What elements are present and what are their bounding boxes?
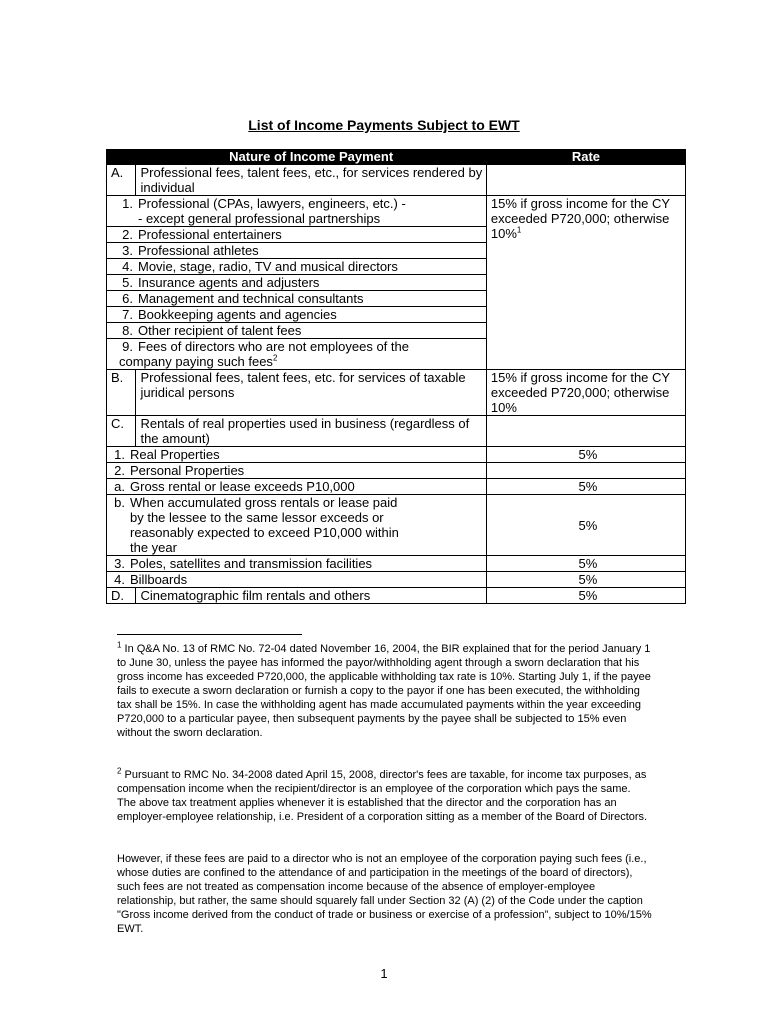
list-item-continued: company paying such fees$^2$	[119, 353, 278, 369]
table-row	[107, 370, 686, 416]
header-blank	[107, 150, 136, 165]
footnote-2-continued: However, if these fees are paid to a director who is not an employee of the corporation paying such fees (i.e., whose duties are confined to the attendance of and participation in the meetings of the board of directors), such fees are not treated as compensation income because of the absence of employer-employee relationship, but rather, the same should squarely fall under Section 32 (A) (2) of the Code under the caption "Gross income derived from the conduct of trade or business or exercise of a profession”, subject to 10%/15% EWT.	[117, 853, 652, 935]
row-a-items	[107, 196, 487, 370]
row-a-text: Professional fees, talent fees, etc., for services rendered by individual	[136, 165, 486, 196]
list-item: 9. Fees of directors who are not employees of the	[107, 338, 486, 354]
row-b-rate: 15% if gross income for the CY exceeded P720,000; otherwise 10%	[486, 370, 685, 416]
table-row	[107, 165, 686, 196]
row-a-rate: 15% if gross income for the CY exceeded P720,000; otherwise 10%$^1$	[486, 196, 685, 370]
list-item: 4. Movie, stage, radio, TV and musical directors	[107, 258, 486, 274]
list-item: 1. Professional (CPAs, lawyers, engineers, etc.) -	[122, 196, 406, 211]
row-c4-rate: 5%	[486, 572, 685, 588]
page-number: 1	[380, 966, 388, 981]
row-c1: 1. Real Properties	[107, 447, 487, 463]
row-c2a: a. Gross rental or lease exceeds P10,000	[107, 479, 487, 495]
row-d-text: Cinematographic film rentals and others	[136, 588, 486, 604]
header-nature: Nature of Income Payment	[136, 150, 486, 165]
row-c2b-rate: 5%	[486, 495, 685, 556]
footnote-separator	[117, 634, 302, 635]
table-row	[107, 588, 686, 604]
table-row	[107, 556, 686, 572]
table-row	[107, 572, 686, 588]
table-header-row	[107, 150, 686, 165]
footnote-ref-1: 1	[516, 225, 522, 235]
footnote-2: $^2$ Pursuant to RMC No. 34-2008 dated April 15, 2008, director's fees are taxable, for income tax purposes, as compensation income when the recipient/director is an employee of the corporation which pays the same. The above tax treatment applies whenever it is established that the director and the corporation has an employer-employee relationship, i.e. President of a corporation sitting as a member of the Board of Directors.	[117, 766, 648, 823]
footnote-mark-2: 2	[117, 766, 122, 776]
table-row	[107, 447, 686, 463]
row-c3-rate: 5%	[486, 556, 685, 572]
footnote-1: $^1$ In Q&A No. 13 of RMC No. 72-04 dated November 16, 2004, the BIR explained that for the period January 1 to June 30, unless the payee has informed the payor/withholding agent through a sworn declaration that his gross income has exceeded P720,000, the applicable withholding tax rate is 10%. Starting July 1, if the payee fails to execute a sworn declaration or furnish a copy to the payor if one has been executed, the withholding tax shall be 15%. In case the withholding agent has made accumulated payments within the year exceeding P720,000 to a particular payee, then subsequent payments by the payee shall be subjected to 15% even without the sworn declaration.	[117, 640, 651, 739]
row-c1-rate: 5%	[486, 447, 685, 463]
header-rate: Rate	[486, 150, 685, 165]
row-letter-d: D.	[107, 588, 136, 604]
row-c2-rate-blank	[486, 463, 685, 479]
table-row	[107, 196, 686, 370]
row-b-text: Professional fees, talent fees, etc. for services of taxable juridical persons	[136, 370, 486, 416]
row-letter-c: C.	[107, 416, 136, 447]
list-item: 6. Management and technical consultants	[107, 290, 486, 306]
list-item-continued: - except general professional partnerships	[138, 211, 381, 226]
row-letter-b: B.	[107, 370, 136, 416]
footnote-ref-2: 2	[272, 353, 278, 363]
list-item: 3. Professional athletes	[107, 242, 486, 258]
row-c2: 2. Personal Properties	[107, 463, 487, 479]
row-letter-a: A.	[107, 165, 136, 196]
list-item: 8. Other recipient of talent fees	[107, 322, 486, 338]
list-item: 2. Professional entertainers	[107, 226, 486, 242]
row-c2a-rate: 5%	[486, 479, 685, 495]
list-item: 5. Insurance agents and adjusters	[107, 274, 486, 290]
row-c2b: b. When accumulated gross rentals or lease paid by the lessee to the same lessor exceeds or reasonably expected to exceed P10,000 within the year	[107, 495, 487, 556]
table-row	[107, 495, 686, 556]
list-item: 7. Bookkeeping agents and agencies	[107, 306, 486, 322]
row-c-text: Rentals of real properties used in business (regardless of the amount)	[136, 416, 486, 447]
document-title: List of Income Payments Subject to EWT	[248, 117, 520, 133]
ewt-table	[106, 149, 686, 604]
row-d-rate: 5%	[486, 588, 685, 604]
row-c4: 4. Billboards	[107, 572, 487, 588]
table-row	[107, 479, 686, 495]
row-a-rate-blank	[486, 165, 685, 196]
footnote-mark-1: 1	[117, 640, 122, 650]
row-c3: 3. Poles, satellites and transmission facilities	[107, 556, 487, 572]
row-c-rate-blank	[486, 416, 685, 447]
table-row	[107, 463, 686, 479]
table-row	[107, 416, 686, 447]
